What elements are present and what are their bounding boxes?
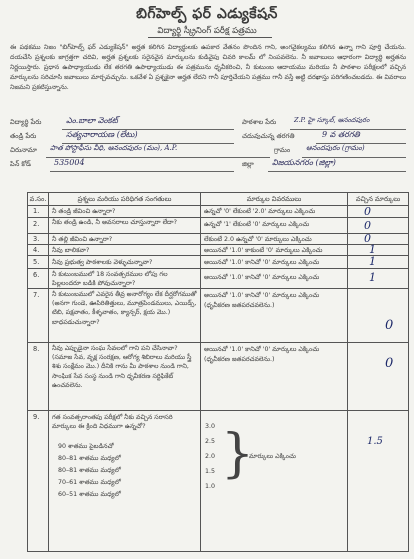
district-label: జిల్లా bbox=[242, 160, 254, 168]
pin-underline bbox=[50, 171, 234, 172]
row-7-sno: 7. bbox=[33, 291, 40, 299]
school-name-value[interactable]: Z.P. హై స్కూల్, ఆనందపురం bbox=[294, 116, 370, 124]
row-5-score[interactable]: 1 bbox=[369, 255, 376, 268]
row-line-top bbox=[27, 192, 409, 193]
row-father-class bbox=[10, 132, 406, 144]
col-line-3 bbox=[347, 192, 348, 552]
row-6-question: నీ కుటుంబములో 18 సంవత్సరముల లోపు గల పిల్లలందరూ బడికి పోవుచున్నారా? bbox=[52, 271, 168, 288]
row-9-score[interactable]: 1.5 bbox=[367, 436, 383, 447]
grade-point-4: 1.5 bbox=[205, 468, 216, 475]
row-3-question: నీ తల్లి జీవించి ఉన్నారా? bbox=[52, 236, 113, 243]
class-value[interactable]: 9 వ తరగతి bbox=[322, 130, 360, 139]
grade-point-2: 2.5 bbox=[205, 438, 216, 445]
row-8-marks: అయినచో '1.0' కానిచో '0' మార్కులు ఎక్కించు bbox=[204, 346, 320, 353]
row-line-8 bbox=[27, 410, 409, 411]
grade-band-5: 60–51 శాతము మధ్యలో bbox=[58, 491, 121, 498]
row-7-question: నీ కుటుంబములో ఎవరైన తీవ్ర అనారోగ్యం లేక దీర్ఘరోగముతో (అనగా గుండె, ఊపిరితిత్తులు, మూత్రపిండములు, ఎయిడ్స్, టిబి, పక్షవాతం, కీళ్ళవాతం, క్యాన్సర్, క్షయ మొ.) బాధపడుచున్నారా? bbox=[52, 291, 197, 326]
row-8-note: (ధృవీకరణ జతపరచవలెను.) bbox=[204, 356, 275, 363]
row-8-question: నీవు ఎప్పుడైనా సంఘ సేవలలో గాని పని చేసినావా? (సమాజ సేవ, వృక్ష సంరక్షణ, ఆరోగ్య శిబిరాలు మరియు స్త్రీ శిశు సంక్షేమం మొ.) దీనికి గాను మీ పాఠశాల నుండి గాని, సాంఘిక సేవ సంస్థ నుండి గాని ధృవీకరణ సర్టిఫికేట్ ఉంచవలెను. bbox=[52, 345, 192, 389]
student-name-value[interactable]: ఎం.బాలా వెంకట్ bbox=[66, 116, 118, 125]
form-title: బిగ్‌హెల్ప్ ఫర్ ఎడ్యుకేషన్ bbox=[136, 6, 278, 22]
header-sno: వ.సం. bbox=[29, 195, 47, 203]
col-line-2 bbox=[200, 192, 201, 552]
row-line-2 bbox=[27, 233, 409, 234]
pin-value[interactable]: 535004 bbox=[54, 158, 85, 167]
header-question: ప్రశ్నలు మరియు పరిధిగత సంగతులు bbox=[77, 195, 172, 203]
col-line-1 bbox=[48, 192, 49, 552]
row-7-marks: అయినచో '1.0' కానిచో '0' మార్కులు ఎక్కించు bbox=[204, 292, 320, 299]
pin-label: పిన్ కోడ్ bbox=[10, 160, 31, 168]
row-2-score[interactable]: 0 bbox=[364, 219, 371, 232]
row-4-score[interactable]: 1 bbox=[369, 243, 376, 256]
row-2-sno: 2. bbox=[33, 220, 40, 228]
row-2-question: నీకు తండ్రి ఉండి, నీ అవసరాలు చూస్తున్నారా లేదా? bbox=[52, 219, 177, 226]
district-value[interactable]: విజయనగరం (జిల్లా) bbox=[272, 158, 336, 167]
row-6-sno: 6. bbox=[33, 271, 40, 279]
header-obtained: వచ్చిన మార్కులు bbox=[355, 195, 401, 203]
father-name-value[interactable]: సత్యనారాయణ (లేటు) bbox=[66, 130, 138, 139]
class-label: చదువుచున్న తరగతి bbox=[242, 132, 295, 140]
row-9-question: గత సంవత్సరాంతపు పరీక్షలో నీకు వచ్చిన సరాసరి మార్కులు ఈ క్రింది విధముగా ఉన్నచో? bbox=[52, 414, 173, 431]
row-line-5 bbox=[27, 268, 409, 269]
row-4-question: నీవు బాలికవా? bbox=[52, 247, 90, 254]
row-1-question: నీ తండ్రి జీవించి ఉన్నారా? bbox=[52, 208, 116, 215]
row-3-sno: 3. bbox=[33, 235, 40, 243]
address-label: చిరునామా bbox=[10, 146, 37, 154]
row-4-sno: 4. bbox=[33, 246, 40, 254]
col-line-0 bbox=[27, 192, 28, 552]
father-name-label: తండ్రి పేరు bbox=[10, 132, 37, 140]
row-3-marks: లేకుంటే 2.0 ఉన్నచో '0' మార్కులు ఎక్కించు bbox=[204, 236, 312, 243]
row-7-note: (ధృవీకరణ జతపరచవలెను.) bbox=[204, 302, 275, 309]
row-8-score[interactable]: 0 bbox=[385, 356, 394, 371]
row-5-sno: 5. bbox=[33, 258, 40, 266]
grade-brace: } bbox=[221, 424, 255, 484]
row-6-score[interactable]: 1 bbox=[369, 271, 376, 284]
instructions-paragraph: ఈ పథకము నిజం "బిగ్‌హెల్ప్ ఫర్ ఎడ్యుకేషన్" అర్హత కలిగిన విద్యార్థులకు ఉపకార వేతనం పొందిన గాని, అంగవైకల్యము కలిగిన ఉన్నా గాని పూర్తి చేయను. దయచేసి ప్రశ్నలకు జాగ్రత్తగా చదివి, అర్హత ప్రశ్నలకు సరైనవైన మార్కులను కుడివైపు చివరి కాలమ్ లో నింపవలెను. నీ జవాబులు ఆధారంగా విద్యార్థి అర్హతను నిర్ణయిస్తారు. ప్రధాన ఉపాధ్యాయుడు లేక తరగతి ఉపాధ్యాయుడు ఈ పత్రమును ధృవీకరించి, నీ కుటుంబ ఆదాయము మరియు నీ పాఠశాల పరీక్షలలో వచ్చిన మార్కులను సరిచూసి జవాబులు మార్చవచ్చును. ఒకవేళ ఏ ప్రశ్నకైనా అర్హత లేదని గానీ పూర్తిచేయని పత్రము గానీ వస్తే అట్టి దరఖాస్తు పరిగణించబడదు. ఈ వివరాలు నిజమని ప్రకటిస్తున్నాను. bbox=[10, 44, 406, 92]
row-6-marks: అయినచో '1.0' కానిచో '0' మార్కులు ఎక్కించు bbox=[204, 274, 320, 281]
village-label: గ్రామం bbox=[274, 146, 291, 154]
col-line-4 bbox=[408, 192, 409, 552]
row-2-marks: ఉన్నచో '1' లేకుంటే '0' మార్కులు ఎక్కించు bbox=[204, 221, 310, 228]
school-name-label: పాఠశాల పేరు bbox=[242, 118, 277, 126]
row-4-marks: అయినచో '1.0' కాకుంటే '0' మార్కులు ఎక్కించు bbox=[204, 247, 323, 254]
district-underline bbox=[268, 171, 406, 172]
grade-point-5: 1.0 bbox=[205, 483, 216, 490]
grade-point-3: 2.0 bbox=[205, 453, 216, 460]
row-name-school bbox=[10, 118, 406, 130]
header-marks-detail: మార్కుల వివరములు bbox=[246, 195, 302, 203]
row-pin-district bbox=[10, 160, 406, 172]
village-value[interactable]: ఆనందపురం (గ్రామం) bbox=[306, 144, 365, 152]
grade-point-1: 3.0 bbox=[205, 423, 216, 430]
row-line-7 bbox=[27, 342, 409, 343]
grade-band-1: 90 శాతము పైబడినచో bbox=[58, 443, 114, 450]
row-7-score[interactable]: 0 bbox=[385, 318, 394, 333]
row-address bbox=[10, 146, 406, 158]
screening-table bbox=[27, 192, 409, 552]
row-5-question: నీవు ప్రభుత్వ పాఠశాలకు వెళ్ళుచున్నావా? bbox=[52, 259, 153, 266]
row-1-marks: ఉన్నచో '0' లేకుంటే '2.0' మార్కులు ఎక్కించు bbox=[204, 208, 316, 215]
grade-band-2: 80–81 శాతము మధ్యలో bbox=[58, 455, 121, 462]
grade-band-3: 80–81 శాతము మధ్యలో bbox=[58, 467, 121, 474]
row-8-sno: 8. bbox=[33, 345, 40, 353]
row-1-sno: 1. bbox=[33, 207, 40, 215]
row-3-score[interactable]: 0 bbox=[364, 232, 371, 245]
form-subtitle: విద్యార్థి స్క్రీనింగ్ పరీక్ష పత్రము bbox=[157, 26, 257, 36]
row-line-header bbox=[27, 205, 409, 206]
address-value[interactable]: పాత పోస్టాఫీసు వీధి, ఆనందపురం (మం), A.P. bbox=[50, 144, 178, 152]
row-9-sno: 9. bbox=[33, 413, 40, 421]
subtitle-underline bbox=[148, 37, 272, 38]
row-1-score[interactable]: 0 bbox=[364, 205, 371, 218]
row-line-bottom bbox=[27, 551, 409, 552]
row-9-marks: మార్కులు ఎక్కించు bbox=[249, 453, 296, 460]
student-name-label: విద్యార్థి పేరు bbox=[10, 118, 42, 126]
row-5-marks: అయినచో '1.0' కానిచో '0' మార్కులు ఎక్కించు bbox=[204, 259, 320, 266]
grade-band-4: 70–61 శాతము మధ్యలో bbox=[58, 479, 121, 486]
